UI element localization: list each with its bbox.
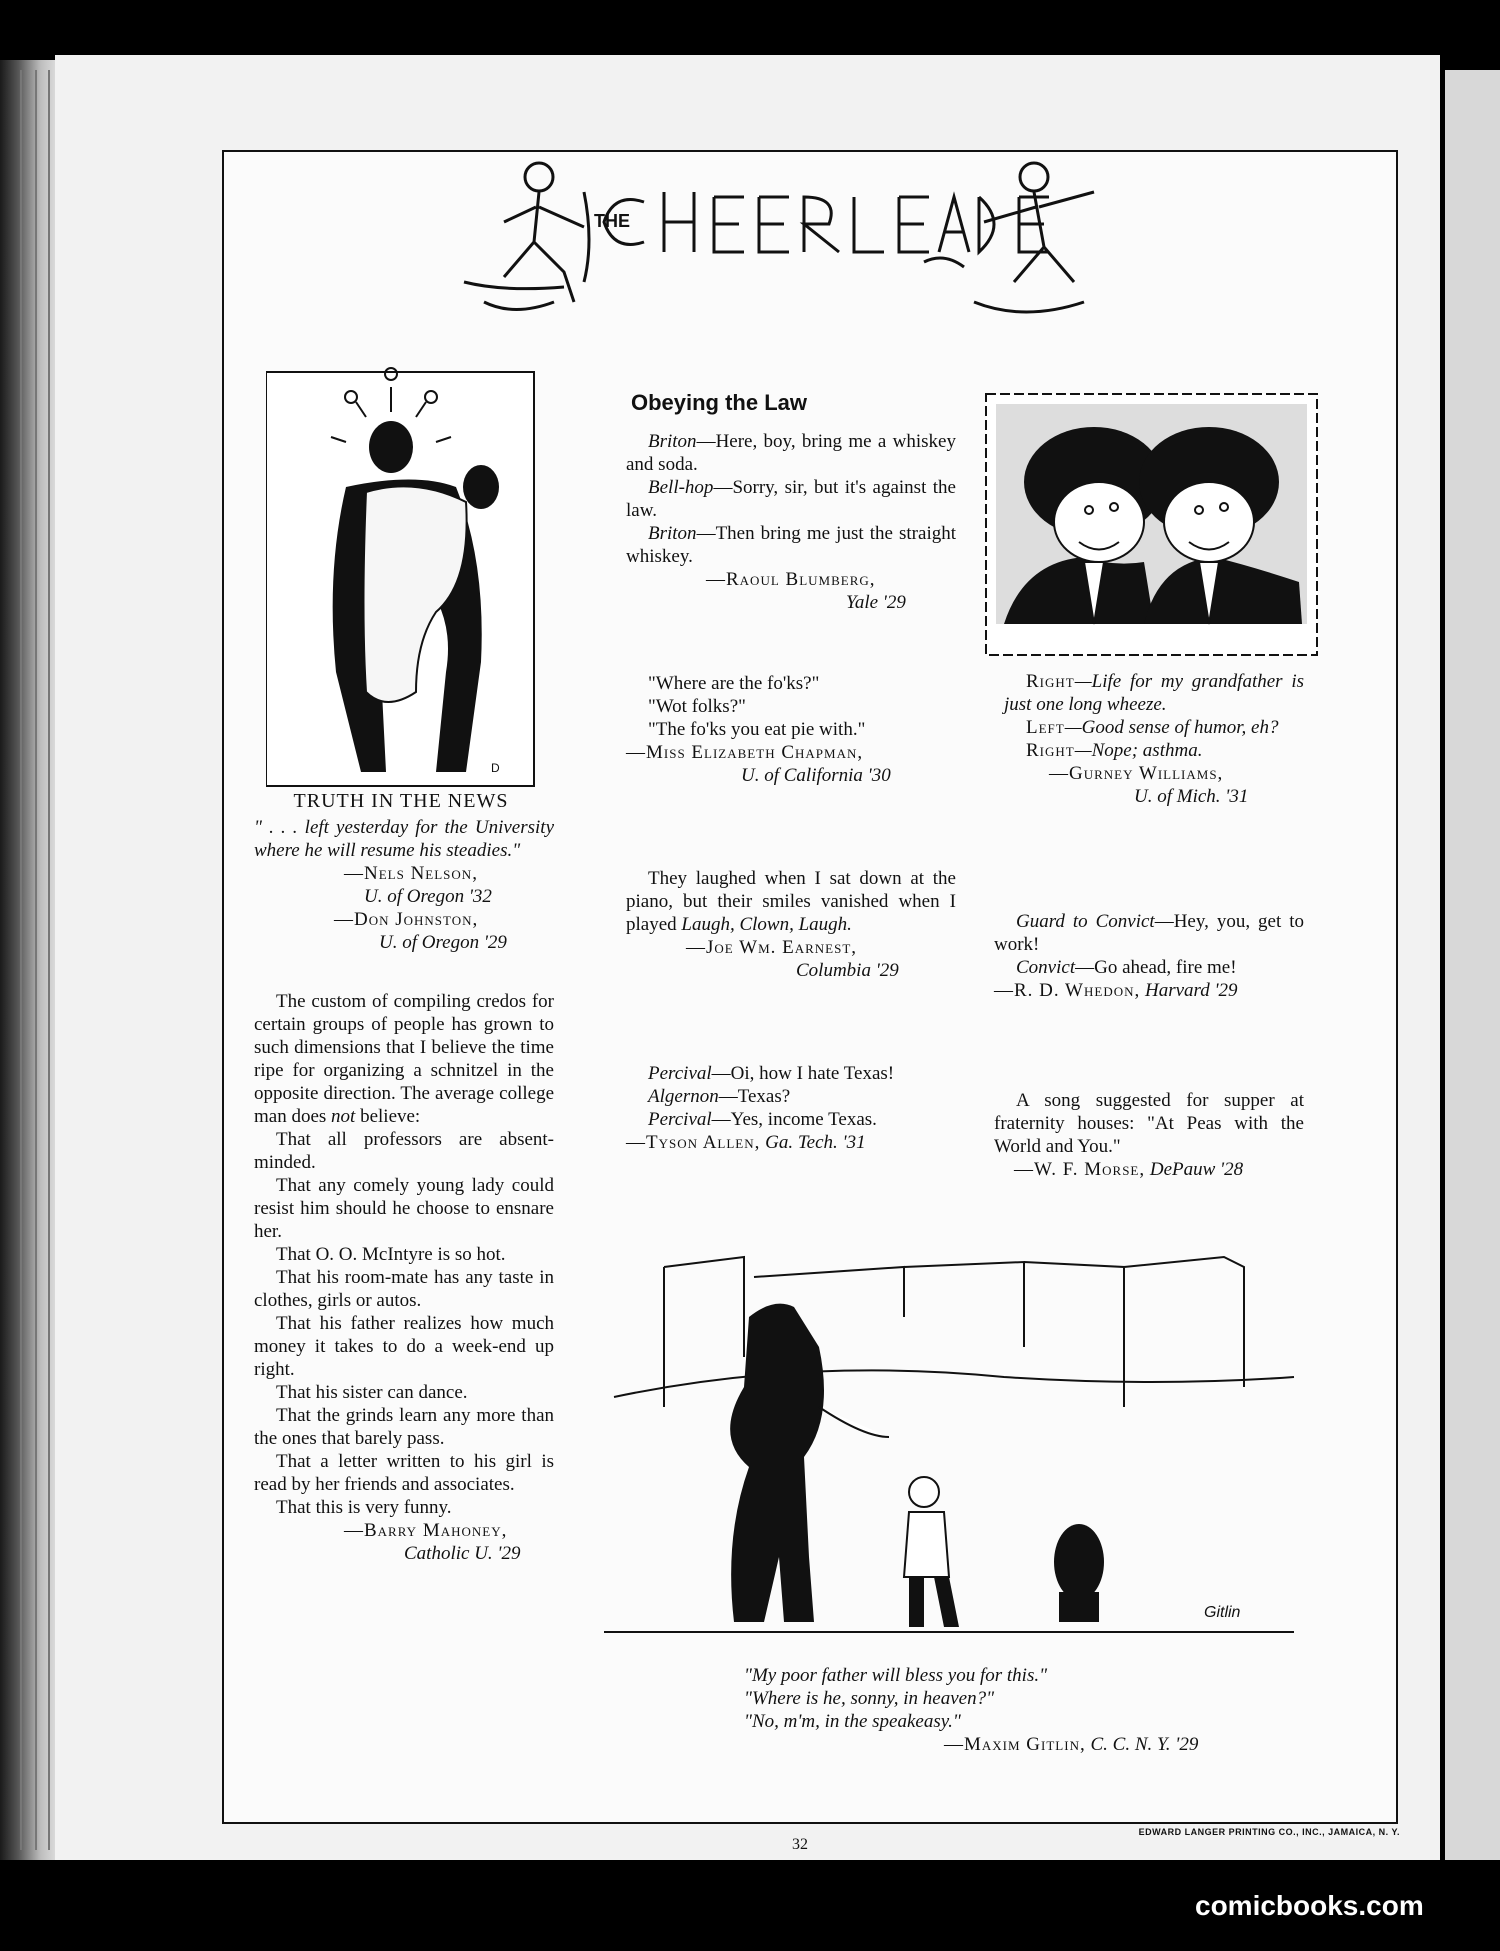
school: U. of Mich. '31 [1134,786,1249,807]
line: —Nope; asthma. [1074,740,1203,761]
folks-joke [626,672,956,787]
school: Columbia '29 [796,960,899,981]
caption-line: "No, m'm, in the speakeasy." [744,1711,961,1732]
line: —Then bring me just the straight whiskey. [626,523,956,567]
piano-text: They laughed when I sat down at the piano, but their smiles vanished when I played [626,868,956,935]
author: —Joe Wm. Earnest, [686,937,858,958]
author: —Barry Mahoney, [344,1520,508,1541]
line: —Hey, you, get to work! [994,911,1304,955]
school: Harvard '29 [1144,980,1238,1001]
page-number: 32 [792,1836,808,1853]
credo-item: That all professors are absent-minded. [254,1129,554,1173]
speaker: Percival [648,1109,712,1130]
author: —Miss Elizabeth Chapman, [626,742,864,763]
truth-in-the-news-cartoon [266,312,536,788]
school: U. of California '30 [741,765,891,786]
school: U. of Oregon '29 [379,932,507,953]
svg-text:Gitlin: Gitlin [1204,1604,1241,1621]
speaker: Left [1026,717,1065,738]
credo-item: That his sister can dance. [276,1382,468,1403]
credo-item: That the grinds learn any more than the ones that barely pass. [254,1405,554,1449]
peas-text: A song suggested for supper at fraternity houses: "At Peas with the World and You." [994,1090,1304,1157]
credo-item: That any comely young lady could resist him should he choose to ensnare her. [254,1175,554,1242]
obeying-law-title: Obeying the Law [630,390,808,415]
credos-intro [254,990,554,1128]
printer-credit: EDWARD LANGER PRINTING CO., INC., JAMAICA, N. Y. [1138,1827,1400,1837]
cheer-leaders-header-illustration [444,152,1144,342]
author: —R. D. Whedon, [994,980,1141,1001]
author: —Gurney Williams, [1049,763,1224,784]
caption-line: "Where is he, sonny, in heaven?" [744,1688,995,1709]
cartoon-caption [744,1664,1264,1756]
convict-joke [994,910,1304,1002]
speaker: Algernon [648,1086,719,1107]
school: Yale '29 [846,592,906,613]
speaker: Briton [648,523,697,544]
credos-intro-emphasis: not [331,1106,356,1127]
wheeze-joke [1004,670,1304,808]
line: —Good sense of humor, eh? [1064,717,1279,738]
speaker: Percival [648,1063,712,1084]
credo-item: That O. O. McIntyre is so hot. [276,1244,506,1265]
speaker: Bell-hop [648,477,714,498]
author: —Don Johnston, [334,909,479,930]
line: —Here, boy, bring me a whiskey and soda. [626,431,956,475]
line: —Sorry, sir, but it's against the law. [626,477,956,521]
caption-line: "My poor father will bless you for this." [744,1665,1048,1686]
texas-joke [626,1062,956,1154]
credo-item: That his father realizes how much money it takes to do a week-end up right. [254,1313,554,1380]
line: —Texas? [718,1086,791,1107]
author: —Maxim Gitlin, [944,1734,1086,1755]
speaker: Briton [648,431,697,452]
truth-quote: " . . . left yesterday for the University where he will resume his steadies." [254,817,554,861]
school: Ga. Tech. '31 [765,1132,866,1153]
speakeasy-cartoon [604,1237,1304,1667]
speaker: Guard to Convict [1016,911,1155,932]
peas-joke [994,1089,1304,1181]
author: —Tyson Allen, [626,1132,761,1153]
line: "Where are the fo'ks?" [648,673,820,694]
credos-intro-2: believe: [355,1106,421,1127]
line: —Go ahead, fire me! [1075,957,1237,978]
credo-item: That a letter written to his girl is read by her friends and associates. [254,1451,554,1495]
author: —Raoul Blumberg, [706,569,876,590]
line: —Yes, income Texas. [711,1109,877,1130]
credo-item: That his room-mate has any taste in clothes, girls or autos. [254,1267,554,1311]
credos-article [254,990,554,1565]
line: "The fo'ks you eat pie with." [648,719,866,740]
school: C. C. N. Y. '29 [1090,1734,1199,1755]
truth-caption: TRUTH IN THE NEWS [293,790,509,812]
credos-intro-1: The custom of compiling credos for certain groups of people has grown to such dimensions that I believe the time ripe for organizing a schnitzel in the opposite direction. The average college man does [254,991,554,1127]
school: DePauw '28 [1149,1159,1244,1180]
svg-text:THE: THE [594,211,630,231]
piano-joke [626,867,956,982]
svg-text:D: D [491,761,500,775]
school: U. of Oregon '32 [364,886,492,907]
speaker: Right [1026,740,1075,761]
credo-item: That this is very funny. [276,1497,452,1518]
author: —Nels Nelson, [344,863,478,884]
line: —Life for my grandfather is just one long wheeze. [1004,671,1304,715]
school: Catholic U. '29 [404,1543,521,1564]
next-page-edge [1445,70,1500,1860]
song-title: Laugh, Clown, Laugh. [681,914,852,935]
line: "Wot folks?" [648,696,746,717]
author: —W. F. Morse, [1014,1159,1146,1180]
speaker: Convict [1016,957,1076,978]
obeying-law-text [626,430,956,614]
truth-in-the-news-text [254,816,554,954]
speaker: Right [1026,671,1075,692]
page-frame [222,150,1398,1824]
watermark: comicbooks.com [1195,1890,1424,1921]
line: —Oi, how I hate Texas! [711,1063,895,1084]
right-left-faces-cartoon [984,392,1319,657]
